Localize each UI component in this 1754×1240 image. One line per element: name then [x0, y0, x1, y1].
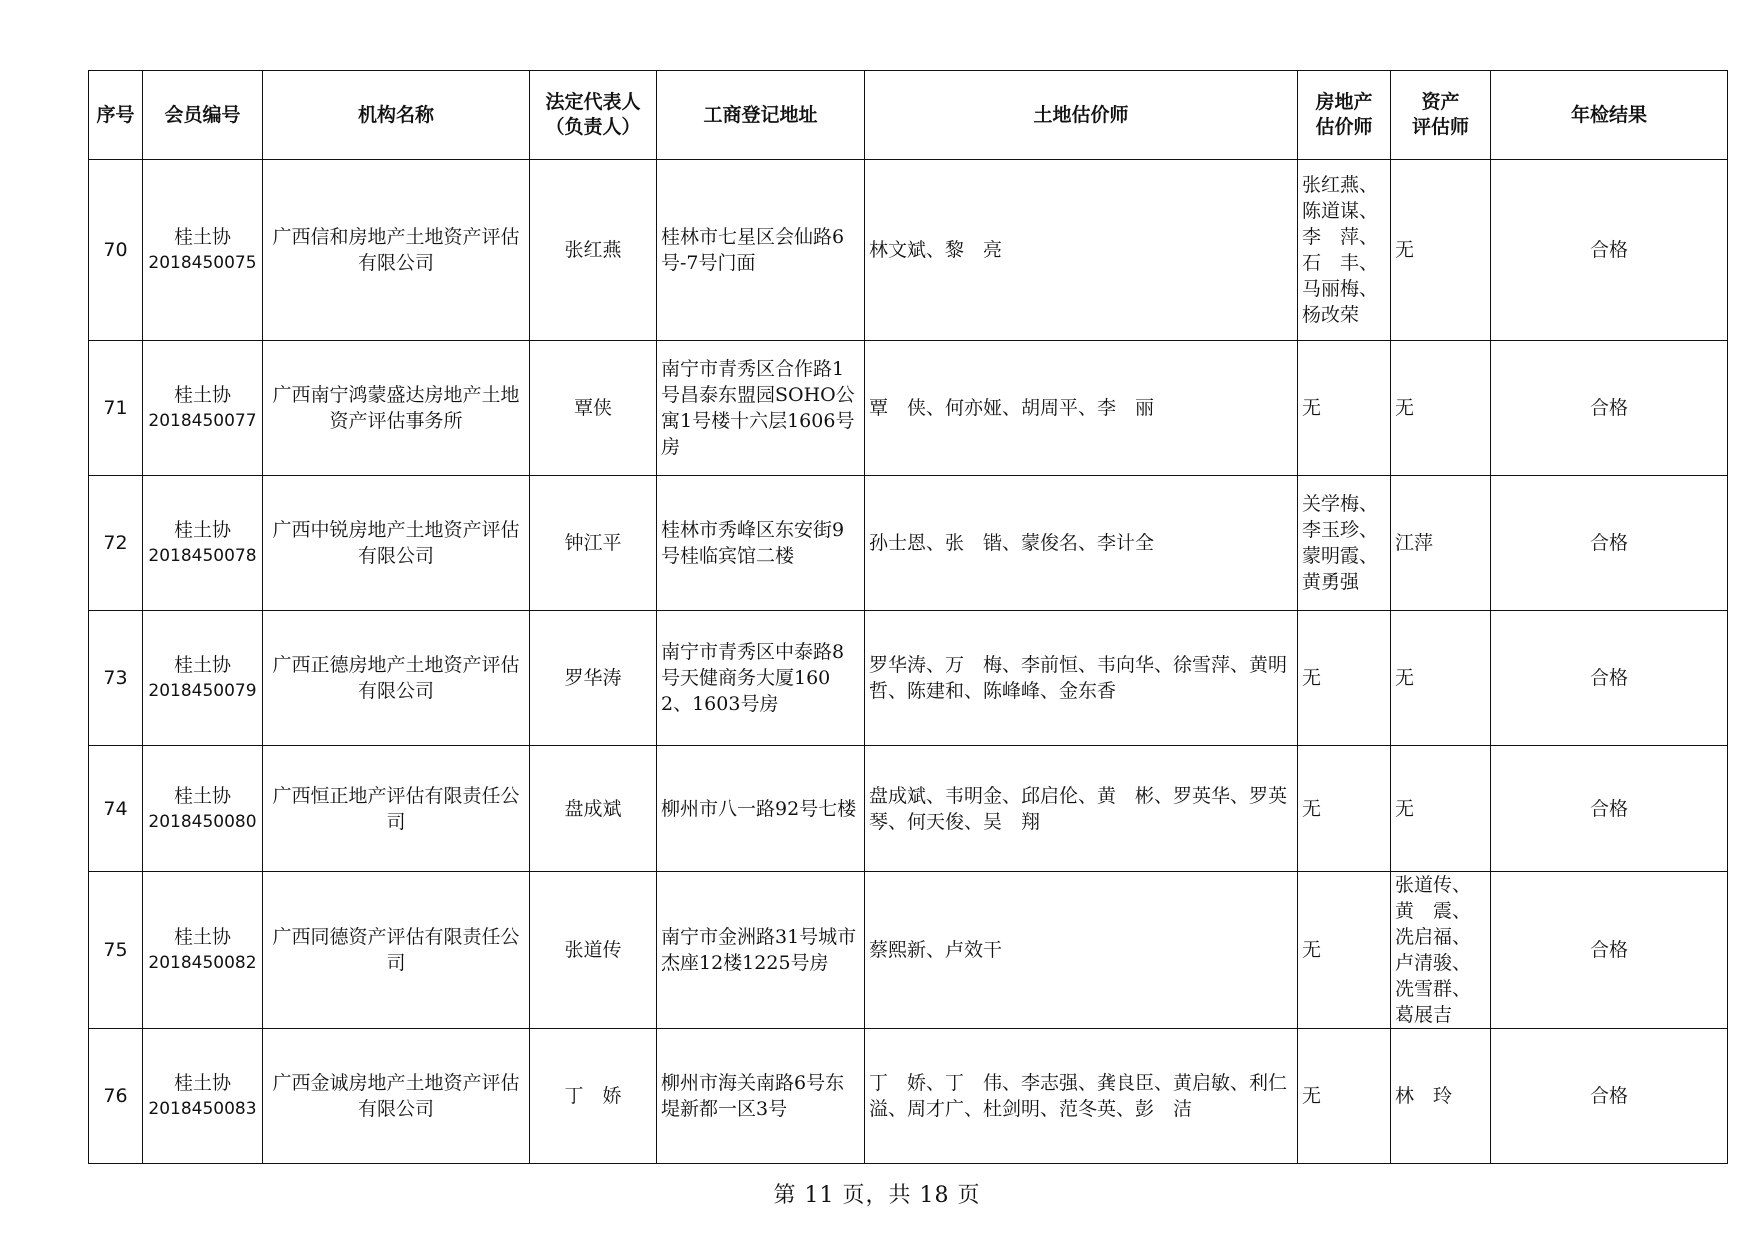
- asset-appraiser: 冼雪群、: [1395, 978, 1472, 1000]
- realestate-appraiser: 关学梅、: [1302, 493, 1379, 515]
- cell-address: 柳州市海关南路6号东堤新都一区3号: [657, 1029, 865, 1164]
- asset-appraiser: 无: [1395, 397, 1415, 419]
- cell-seq: 71: [89, 341, 143, 476]
- cell-member-no: [143, 476, 263, 611]
- asset-appraiser: 张道传、: [1395, 874, 1472, 896]
- cell-asset-appraisers: [1391, 1029, 1491, 1164]
- table-row: [89, 476, 1728, 611]
- member-prefix: 桂土协: [173, 384, 231, 406]
- member-prefix: 桂土协: [173, 926, 231, 948]
- member-number: 2018450080: [148, 811, 257, 832]
- cell-legal-rep: 张红燕: [530, 160, 657, 341]
- asset-appraiser: 卢清骏、: [1395, 952, 1472, 974]
- realestate-appraiser: 陈道谋、: [1302, 200, 1379, 222]
- cell-asset-appraisers: [1391, 872, 1491, 1029]
- table-row: [89, 611, 1728, 746]
- realestate-appraiser: 杨改荣: [1302, 304, 1360, 326]
- cell-member-no: [143, 160, 263, 341]
- footer-total-pages: 18: [919, 1183, 950, 1208]
- realestate-appraiser: 李 萍、: [1302, 226, 1379, 248]
- table-row: [89, 1029, 1728, 1164]
- realestate-appraiser: 无: [1302, 397, 1322, 419]
- cell-realestate-appraisers: [1298, 476, 1391, 611]
- cell-realestate-appraisers: [1298, 341, 1391, 476]
- cell-legal-rep: 覃侠: [530, 341, 657, 476]
- asset-appraiser: 无: [1395, 797, 1415, 820]
- realestate-appraiser: 张红燕、: [1302, 174, 1379, 196]
- cell-address: 南宁市金洲路31号城市杰座12楼1225号房: [657, 872, 865, 1029]
- member-prefix: 桂土协: [173, 1072, 231, 1094]
- cell-asset-appraisers: [1391, 476, 1491, 611]
- page-footer: [0, 1178, 1754, 1209]
- cell-address: 南宁市青秀区中泰路8号天健商务大厦1602、1603号房: [657, 611, 865, 746]
- member-number: 2018450079: [148, 681, 257, 701]
- cell-legal-rep: 张道传: [530, 872, 657, 1029]
- cell-land-appraisers: 林文斌、黎 亮: [865, 160, 1298, 341]
- realestate-appraiser: 李玉珍、: [1302, 519, 1379, 541]
- cell-land-appraisers: 盘成斌、韦明金、邱启伦、黄 彬、罗英华、罗英琴、何天俊、吴 翔: [865, 746, 1298, 872]
- cell-member-no: [143, 746, 263, 872]
- member-prefix: 桂土协: [173, 654, 231, 676]
- footer-middle: 页，共: [842, 1183, 912, 1208]
- cell-seq: 75: [89, 872, 143, 1029]
- cell-realestate-appraisers: [1298, 746, 1391, 872]
- member-prefix: 桂土协: [173, 226, 231, 248]
- table-row: [89, 746, 1728, 872]
- cell-member-no: [143, 872, 263, 1029]
- cell-asset-appraisers: [1391, 160, 1491, 341]
- realestate-appraiser: 马丽梅、: [1302, 278, 1379, 300]
- realestate-appraiser: 石 丰、: [1302, 252, 1379, 274]
- realestate-appraiser: 无: [1302, 1085, 1322, 1107]
- header-seq: 序号: [89, 71, 143, 160]
- cell-realestate-appraisers: [1298, 1029, 1391, 1164]
- cell-asset-appraisers: [1391, 611, 1491, 746]
- cell-land-appraisers: 蔡熙新、卢效干: [865, 872, 1298, 1029]
- footer-suffix: 页: [957, 1183, 981, 1208]
- cell-address: 南宁市青秀区合作路1号昌泰东盟园SOHO公寓1号楼十六层1606号房: [657, 341, 865, 476]
- cell-address: 桂林市七星区会仙路6号-7号门面: [657, 160, 865, 341]
- asset-appraiser: 林 玲: [1395, 1085, 1453, 1107]
- table-row: [89, 872, 1728, 1029]
- realestate-appraiser: 无: [1302, 667, 1322, 689]
- cell-address: 桂林市秀峰区东安街9号桂临宾馆二楼: [657, 476, 865, 611]
- cell-org-name: 广西中锐房地产土地资产评估有限公司: [263, 476, 530, 611]
- cell-org-name: 广西同德资产评估有限责任公司: [263, 872, 530, 1029]
- asset-appraiser: 黄 震、: [1395, 900, 1472, 922]
- cell-realestate-appraisers: [1298, 611, 1391, 746]
- cell-legal-rep: 盘成斌: [530, 746, 657, 872]
- cell-result: 合格: [1491, 160, 1728, 341]
- header-legal-rep-line1: 法定代表人: [545, 91, 641, 113]
- member-number: 2018450083: [148, 1099, 257, 1119]
- table-body: [89, 160, 1728, 1164]
- header-legal-rep: [530, 71, 657, 160]
- table-row: [89, 160, 1728, 341]
- header-realestate-line2: 估价师: [1315, 116, 1373, 138]
- cell-member-no: [143, 1029, 263, 1164]
- cell-seq: 73: [89, 611, 143, 746]
- annual-inspection-table: [88, 70, 1728, 1164]
- header-asset: [1391, 71, 1491, 160]
- cell-land-appraisers: 丁 娇、丁 伟、李志强、龚良臣、黄启敏、利仁溢、周才广、杜剑明、范冬英、彭 洁: [865, 1029, 1298, 1164]
- footer-current-page: 11: [804, 1183, 835, 1208]
- cell-land-appraisers: 覃 侠、何亦娅、胡周平、李 丽: [865, 341, 1298, 476]
- member-number: 2018450082: [148, 953, 257, 973]
- cell-legal-rep: 罗华涛: [530, 611, 657, 746]
- asset-appraiser: 江萍: [1395, 532, 1434, 554]
- cell-org-name: 广西正德房地产土地资产评估有限公司: [263, 611, 530, 746]
- header-land-appraisers: 土地估价师: [865, 71, 1298, 160]
- header-realestate: [1298, 71, 1391, 160]
- header-asset-line1: 资产: [1421, 91, 1460, 113]
- cell-land-appraisers: 罗华涛、万 梅、李前恒、韦向华、徐雪萍、黄明哲、陈建和、陈峰峰、金东香: [865, 611, 1298, 746]
- cell-org-name: 广西金诚房地产土地资产评估有限公司: [263, 1029, 530, 1164]
- cell-asset-appraisers: [1391, 746, 1491, 872]
- cell-result: 合格: [1491, 746, 1728, 872]
- cell-result: 合格: [1491, 872, 1728, 1029]
- cell-org-name: 广西信和房地产土地资产评估有限公司: [263, 160, 530, 341]
- cell-org-name: 广西恒正地产评估有限责任公司: [263, 746, 530, 872]
- cell-realestate-appraisers: [1298, 872, 1391, 1029]
- realestate-appraiser: 黄勇强: [1302, 571, 1360, 593]
- header-realestate-line1: 房地产: [1315, 91, 1373, 113]
- header-row: [89, 71, 1728, 160]
- realestate-appraiser: 无: [1302, 797, 1322, 820]
- table-row: [89, 341, 1728, 476]
- cell-address: 柳州市八一路92号七楼: [657, 746, 865, 872]
- cell-member-no: [143, 341, 263, 476]
- header-org-name: 机构名称: [263, 71, 530, 160]
- cell-result: 合格: [1491, 1029, 1728, 1164]
- member-prefix: 桂土协: [173, 519, 231, 541]
- cell-legal-rep: 钟江平: [530, 476, 657, 611]
- member-number: 2018450077: [148, 411, 257, 431]
- header-address: 工商登记地址: [657, 71, 865, 160]
- asset-appraiser: 葛展吉: [1395, 1004, 1453, 1026]
- cell-result: 合格: [1491, 341, 1728, 476]
- header-member-no: 会员编号: [143, 71, 263, 160]
- cell-seq: 76: [89, 1029, 143, 1164]
- cell-seq: 72: [89, 476, 143, 611]
- header-result: 年检结果: [1491, 71, 1728, 160]
- asset-appraiser: 冼启福、: [1395, 926, 1472, 948]
- cell-realestate-appraisers: [1298, 160, 1391, 341]
- header-legal-rep-line2: （负责人）: [545, 116, 641, 138]
- cell-land-appraisers: 孙士恩、张 锴、蒙俊名、李计全: [865, 476, 1298, 611]
- member-number: 2018450075: [148, 253, 257, 273]
- cell-seq: 74: [89, 746, 143, 872]
- realestate-appraiser: 蒙明霞、: [1302, 545, 1379, 567]
- header-asset-line2: 评估师: [1411, 116, 1469, 138]
- cell-member-no: [143, 611, 263, 746]
- cell-result: 合格: [1491, 476, 1728, 611]
- asset-appraiser: 无: [1395, 239, 1415, 261]
- cell-org-name: 广西南宁鸿蒙盛达房地产土地资产评估事务所: [263, 341, 530, 476]
- cell-seq: 70: [89, 160, 143, 341]
- cell-asset-appraisers: [1391, 341, 1491, 476]
- asset-appraiser: 无: [1395, 667, 1415, 689]
- footer-prefix: 第: [773, 1183, 797, 1208]
- member-prefix: 桂土协: [173, 784, 231, 807]
- cell-legal-rep: 丁 娇: [530, 1029, 657, 1164]
- cell-result: 合格: [1491, 611, 1728, 746]
- realestate-appraiser: 无: [1302, 939, 1322, 961]
- member-number: 2018450078: [148, 546, 257, 566]
